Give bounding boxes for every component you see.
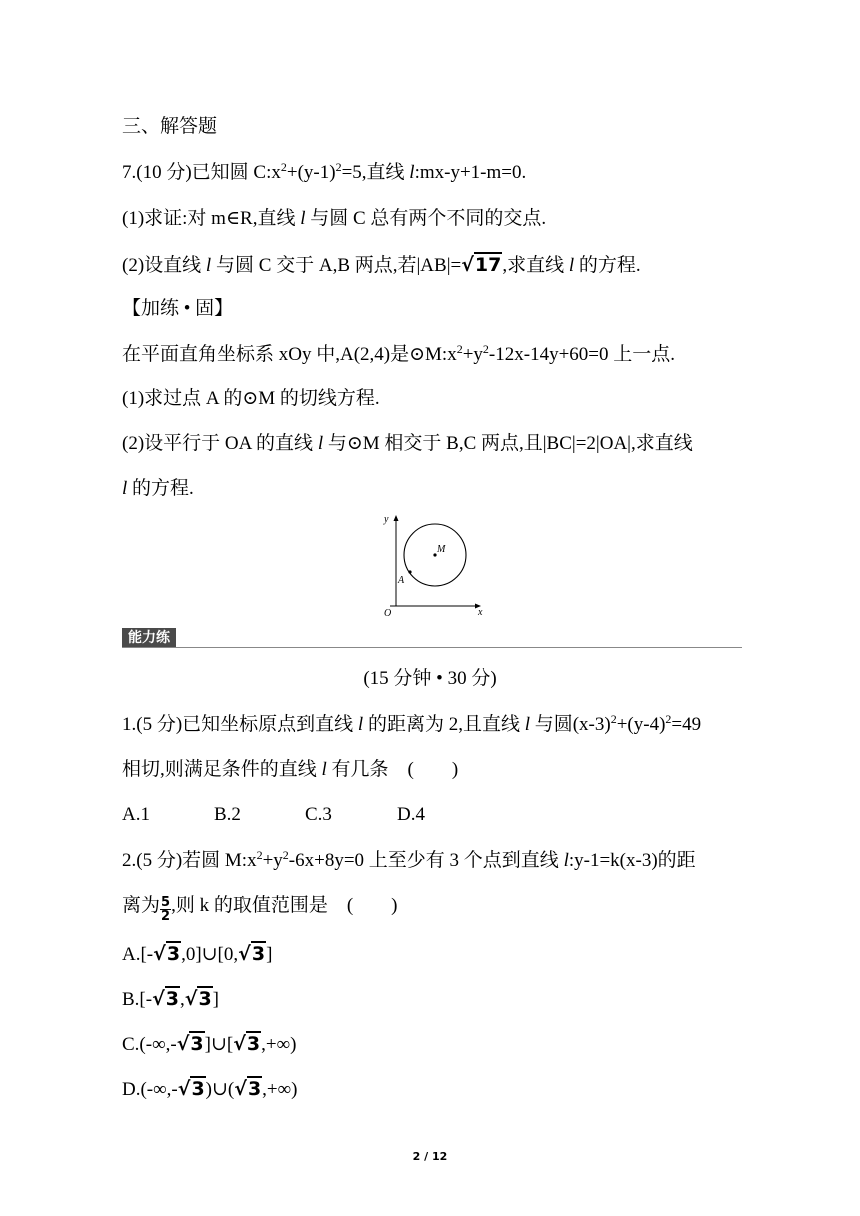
x-axis-label: x (478, 607, 483, 616)
reinforce-part2-cont: l 的方程. (122, 478, 194, 499)
q2-stem: 2.(5 分)若圆 $M:x^2+y^2-6x+8y=0$ 上至少有 3 个点到直线 l:y-1=k(x-3)的距 (122, 848, 696, 871)
reinforce-part1: (1)求过点 A 的⊙M 的切线方程. (122, 388, 380, 409)
reinforce-part2: (2)设平行于 OA 的直线 l 与⊙M 相交于 B,C 两点,且|BC|=2|OA|,求直线 (122, 433, 693, 454)
sqrt-17: √17 (461, 254, 502, 276)
ability-section-header (122, 628, 742, 648)
q2-stem-cont: 离为 $\frac{5}{2}$ ,则 k 的取值范围是 ( ) (122, 895, 398, 924)
q1-option-a: A.1 (122, 804, 150, 825)
q1-option-d: D.4 (397, 804, 425, 825)
section-title: 三、解答题 (122, 116, 218, 137)
ability-label: 能力练 (122, 628, 176, 648)
q1-stem-cont: 相切,则满足条件的直线 l 有几条 ( ) (122, 759, 459, 780)
center-m-label: M (437, 544, 446, 555)
q1-stem: 1.(5 分)已知坐标原点到直线 l 的距离为 2,且直线 l 与圆$(x-3)^2+(y-4)^2=49$ (122, 712, 702, 735)
ability-timing: (15 分钟 • 30 分) (363, 668, 497, 689)
point-a (408, 570, 411, 573)
q7-part2: (2)设直线 l 与圆 C 交于 A,B 两点,若|AB|=√17,求直线 l 的方程. (122, 254, 641, 276)
point-a-label: A (398, 575, 405, 586)
reinforce-stem: 在平面直角坐标系 xOy 中,A(2,4)是$⊙M:x^2+y^2-12x-14y+60=0$ 上一点. (122, 342, 676, 365)
page-number: 2 / 12 (412, 1150, 448, 1163)
divider (122, 647, 742, 648)
q1-option-c: C.3 (305, 804, 332, 825)
q2-option-c: C.(-∞,-√3]∪[√3,+∞) (122, 1033, 297, 1055)
q1-options (122, 802, 425, 828)
circle-figure (372, 512, 492, 616)
q7-part1: (1)求证:对 m∈R,直线 l 与圆 C 总有两个不同的交点. (122, 208, 547, 229)
y-axis-label: y (384, 514, 389, 525)
q1-option-b: B.2 (214, 804, 241, 825)
origin-label: O (384, 608, 392, 616)
q2-option-b: B.[-√3,√3] (122, 988, 219, 1010)
q2-option-d: D.(-∞,-√3)∪(√3,+∞) (122, 1078, 298, 1100)
reinforce-heading: 【加练 • 固】 (122, 298, 234, 319)
q2-option-a: A.[-√3,0]∪[0,√3] (122, 943, 273, 965)
q7-stem: 7.(10 分)已知圆 $C:x^2+(y-1)^2=5$,直线 l:mx-y+1-m=0. (122, 160, 527, 183)
fraction-5-2: $\frac{5}{2}$ (161, 895, 171, 924)
